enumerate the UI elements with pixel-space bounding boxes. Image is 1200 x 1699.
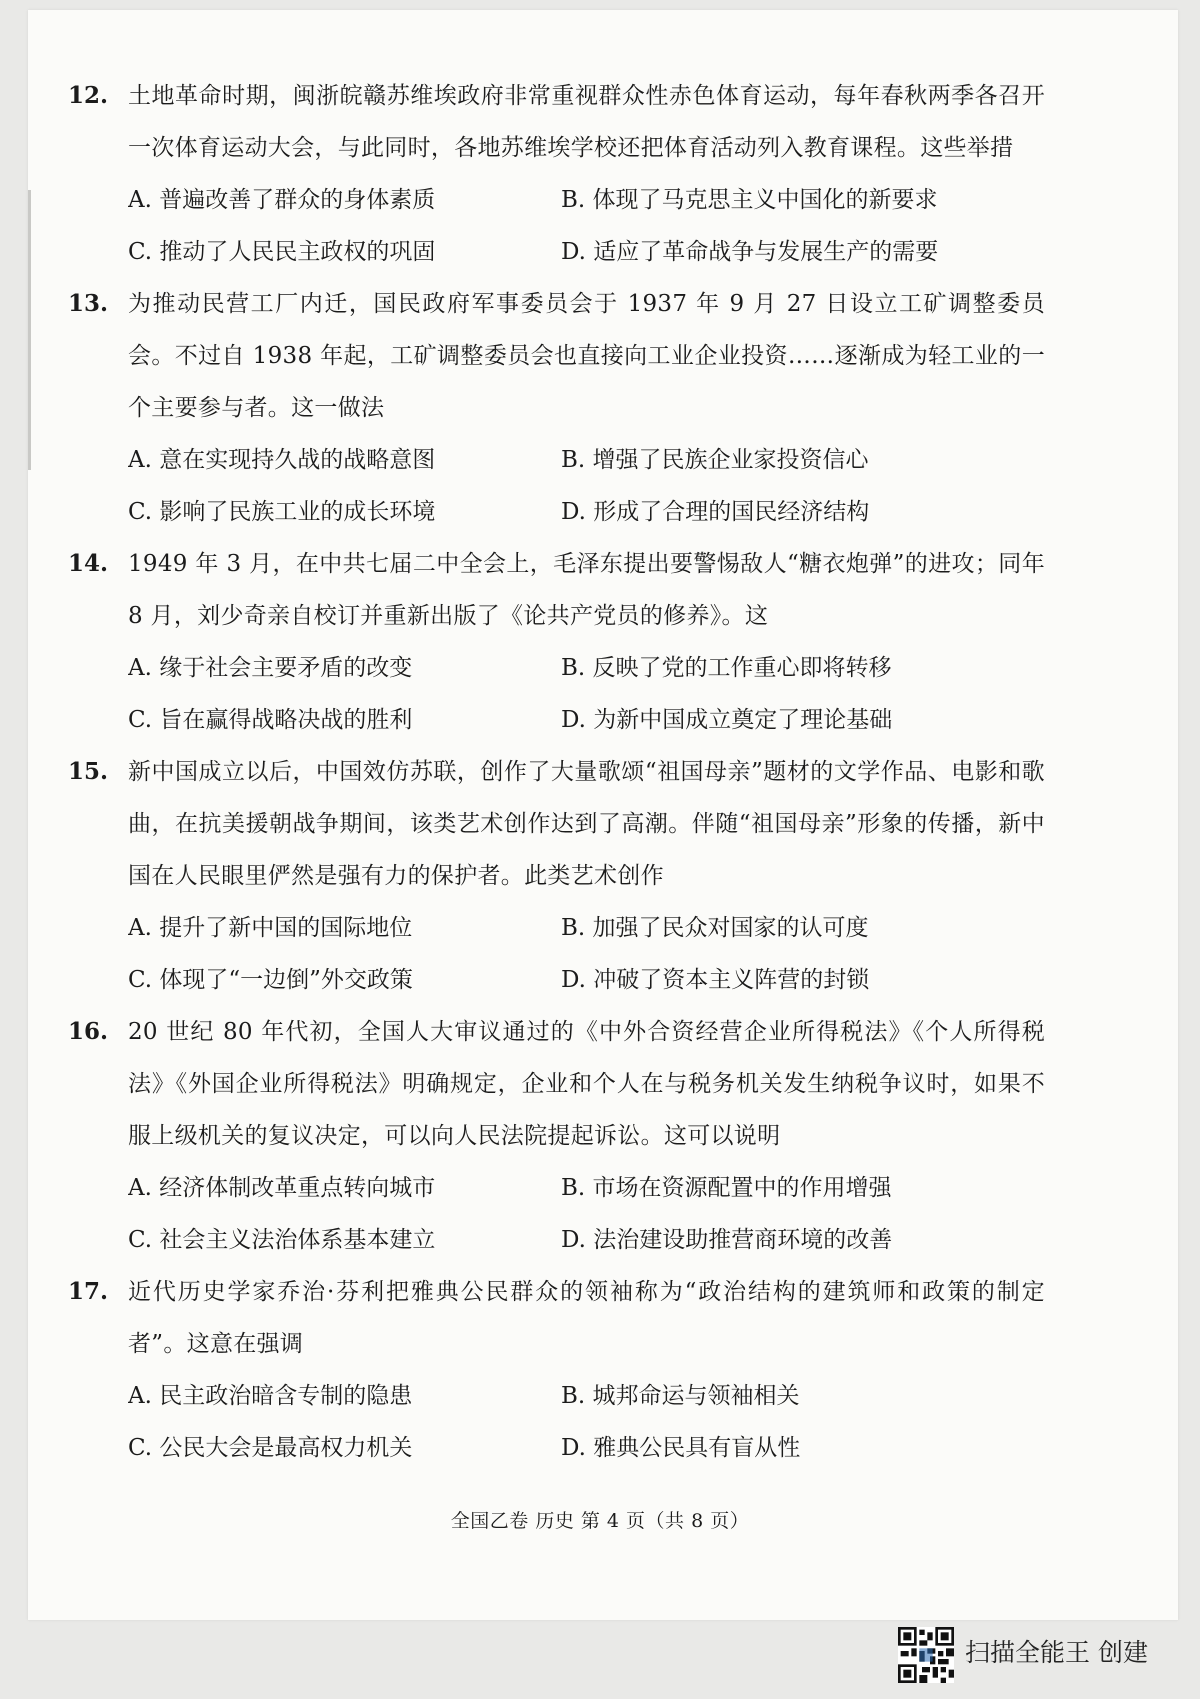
question-12 [68,70,1045,278]
option-c: C. 推动了人民民主政权的巩固 [128,239,436,265]
option-c: C. 影响了民族工业的成长环境 [128,499,436,525]
question-stem: 20 世纪 80 年代初，全国人大审议通过的《中外合资经营企业所得税法》《个人所得税法》《外国企业所得税法》明确规定，企业和个人在与税务机关发生纳税争议时，如果不服上级机关的复议决定，可以向人民法院提起诉讼。这可以说明 [128,1019,1045,1149]
question-stem: 土地革命时期，闽浙皖赣苏维埃政府非常重视群众性赤色体育运动，每年春秋两季各召开一次体育运动大会，与此同时，各地苏维埃学校还把体育活动列入教育课程。这些举措 [128,83,1045,161]
option-a: A. 意在实现持久战的战略意图 [128,447,436,473]
option-grid [128,1162,1045,1266]
option-c: C. 社会主义法治体系基本建立 [128,1227,436,1253]
option-d: D. 冲破了资本主义阵营的封锁 [561,967,870,993]
option-b: B. 城邦命运与领袖相关 [561,1383,800,1409]
scanner-watermark: 扫描全能王 创建 [965,1638,1148,1667]
option-d: D. 法治建设助推营商环境的改善 [561,1227,893,1253]
option-d: D. 为新中国成立奠定了理论基础 [561,707,893,733]
option-grid [128,642,1045,746]
question-stem: 新中国成立以后，中国效仿苏联，创作了大量歌颂“祖国母亲”题材的文学作品、电影和歌曲，在抗美援朝战争期间，该类艺术创作达到了高潮。伴随“祖国母亲”形象的传播，新中国在人民眼里俨然是强有力的保护者。此类艺术创作 [128,759,1045,889]
question-number: 17. [68,1278,109,1305]
option-a: A. 缘于社会主要矛盾的改变 [128,655,413,681]
question-number: 14. [68,550,109,577]
question-list [68,70,1045,1474]
question-14 [68,538,1045,746]
option-c: C. 旨在赢得战略决战的胜利 [128,707,413,733]
question-13 [68,278,1045,538]
question-number: 16. [68,1018,109,1045]
option-d: D. 适应了革命战争与发展生产的需要 [561,239,939,265]
option-d: D. 形成了合理的国民经济结构 [561,499,870,525]
option-a: A. 普遍改善了群众的身体素质 [128,187,436,213]
question-stem: 为推动民营工厂内迁，国民政府军事委员会于 1937 年 9 月 27 日设立工矿调整委员会。不过自 1938 年起，工矿调整委员会也直接向工业企业投资……逐渐成为轻工业的一个主要参与者。这一做法 [128,291,1045,421]
question-number: 13. [68,290,109,317]
qr-code-icon [898,1627,954,1683]
option-c: C. 体现了“一边倒”外交政策 [128,967,413,993]
question-stem: 近代历史学家乔治·芬利把雅典公民群众的领袖称为“政治结构的建筑师和政策的制定者”。这意在强调 [128,1279,1045,1357]
option-a: A. 民主政治暗含专制的隐患 [128,1383,413,1409]
question-17 [68,1266,1045,1474]
option-d: D. 雅典公民具有盲从性 [561,1435,801,1461]
option-b: B. 反映了党的工作重心即将转移 [561,655,892,681]
question-16 [68,1006,1045,1266]
option-c: C. 公民大会是最高权力机关 [128,1435,413,1461]
option-b: B. 加强了民众对国家的认可度 [561,915,869,941]
scan-edge-shadow [28,190,31,470]
question-stem: 1949 年 3 月，在中共七届二中全会上，毛泽东提出要警惕敌人“糖衣炮弹”的进攻；同年 8 月，刘少奇亲自校订并重新出版了《论共产党员的修养》。这 [128,551,1045,629]
option-grid [128,1370,1045,1474]
page-footer: 全国乙卷 历史 第 4 页（共 8 页） [450,1510,750,1532]
question-15 [68,746,1045,1006]
question-number: 12. [68,82,109,109]
option-grid [128,434,1045,538]
option-b: B. 市场在资源配置中的作用增强 [561,1175,892,1201]
option-b: B. 体现了马克思主义中国化的新要求 [561,187,938,213]
option-grid [128,174,1045,278]
option-b: B. 增强了民族企业家投资信心 [561,447,869,473]
option-a: A. 提升了新中国的国际地位 [128,915,413,941]
option-a: A. 经济体制改革重点转向城市 [128,1175,436,1201]
question-number: 15. [68,758,109,785]
option-grid [128,902,1045,1006]
